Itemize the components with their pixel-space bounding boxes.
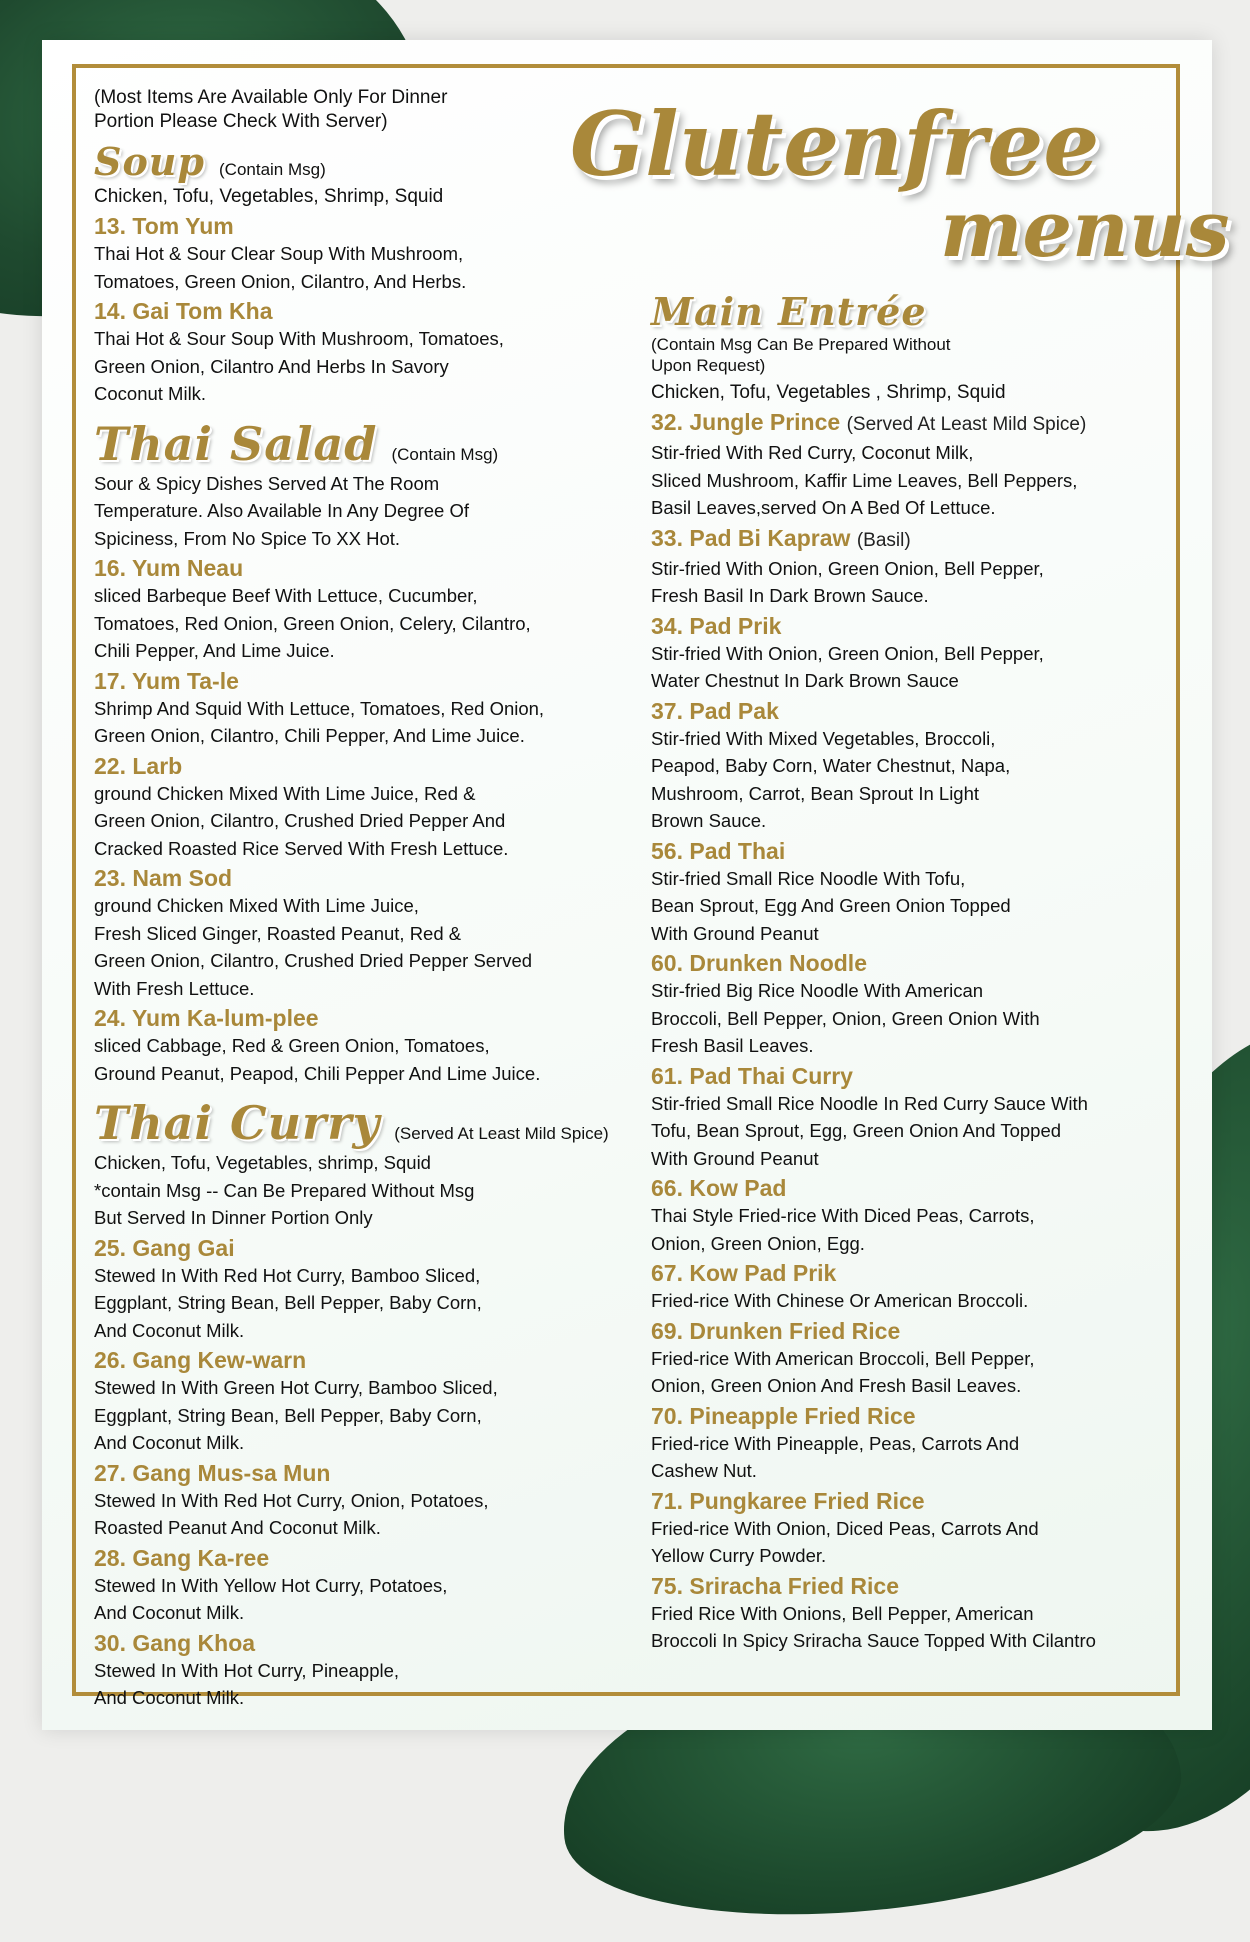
menu-item-description: Fried-rice With Onion, Diced Peas, Carrots And Yellow Curry Powder. <box>651 1517 1039 1566</box>
menu-item-title <box>651 697 1176 725</box>
menu-item <box>651 1487 1176 1570</box>
menu-item-note: (Basil) <box>856 529 911 551</box>
menu-item <box>651 524 1176 610</box>
headline-line2: menus <box>940 184 1230 275</box>
menu-item-name: 28. Gang Ka-ree <box>94 1544 270 1571</box>
menu-item-description: Stewed In With Green Hot Curry, Bamboo Sliced, Eggplant, String Bean, Bell Pepper, Baby Corn, And Coconut Milk. <box>94 1377 498 1453</box>
menu-item-name: 70. Pineapple Fried Rice <box>651 1402 916 1429</box>
section-soup-header <box>94 140 634 184</box>
menu-item-name: 30. Gang Khoa <box>94 1629 256 1656</box>
menu-item <box>94 864 634 1002</box>
menu-item-name: 66. Kow Pad <box>651 1175 787 1201</box>
section-curry-header <box>94 1097 634 1149</box>
menu-item-description: Stir-fried With Onion, Green Onion, Bell Pepper, Fresh Basil In Dark Brown Sauce. <box>651 557 1044 606</box>
menu-item-description: Stewed In With Red Hot Curry, Onion, Potatoes, Roasted Peanut And Coconut Milk. <box>94 1489 489 1538</box>
menu-item-title <box>94 554 634 582</box>
menu-item-title <box>651 1174 1176 1202</box>
menu-item-title <box>94 1544 634 1572</box>
menu-item-title <box>651 1259 1176 1287</box>
menu-item-name: 37. Pad Pak <box>651 697 779 724</box>
menu-item-description: ground Chicken Mixed With Lime Juice, Red & Green Onion, Cilantro, Crushed Dried Pepper And Cracked Roasted Rice Served With Fresh Lettuce. <box>94 782 509 859</box>
section-note: (Contain Msg) <box>391 444 499 464</box>
menu-item-title <box>94 1459 634 1487</box>
menu-item-name: 56. Pad Thai <box>651 837 786 864</box>
menu-item-name: 16. Yum Neau <box>94 555 244 581</box>
menu-item-name: 27. Gang Mus-sa Mun <box>94 1459 331 1486</box>
menu-item-description: Stir-fried Small Rice Noodle With Tofu, Bean Sprout, Egg And Green Onion Topped With Ground Peanut <box>651 867 1011 944</box>
menu-item-title <box>94 212 634 240</box>
section-note: (Served At Least Mild Spice) <box>394 1124 609 1143</box>
proteins-line: Chicken, Tofu, Vegetables , Shrimp, Squid <box>651 382 1006 403</box>
menu-item-name: 69. Drunken Fried Rice <box>651 1317 901 1344</box>
menu-item-name: 23. Nam Sod <box>94 865 233 891</box>
menu-item-title <box>94 864 634 892</box>
menu-item-name: 75. Sriracha Fried Rice <box>651 1572 900 1599</box>
menu-item-name: 14. Gai Tom Kha <box>94 298 273 324</box>
menu-item-title <box>94 1346 634 1374</box>
left-column <box>94 86 634 1712</box>
headline <box>570 92 1230 292</box>
menu-item-description: Fried-rice With American Broccoli, Bell Pepper, Onion, Green Onion And Fresh Basil Leaves. <box>651 1347 1035 1396</box>
soup-items <box>94 212 634 408</box>
menu-item-description: Stir-fried With Onion, Green Onion, Bell Pepper, Water Chestnut In Dark Brown Sauce <box>651 642 1044 691</box>
menu-item <box>651 1402 1176 1485</box>
headline-line1: Glutenfree <box>570 92 1100 196</box>
menu-item-title <box>651 1402 1176 1430</box>
menu-item-title <box>651 612 1176 640</box>
menu-item <box>651 408 1176 522</box>
menu-item <box>94 1544 634 1627</box>
menu-item-description: Fried Rice With Onions, Bell Pepper, American Broccoli In Spicy Sriracha Sauce Topped With Cilantro <box>651 1602 1096 1651</box>
menu-item <box>94 212 634 295</box>
menu-item-title <box>94 297 634 325</box>
menu-item-description: Stewed In With Red Hot Curry, Bamboo Sliced, Eggplant, String Bean, Bell Pepper, Baby Corn, And Coconut Milk. <box>94 1264 482 1341</box>
menu-item-title <box>94 1004 634 1032</box>
menu-item <box>94 752 634 863</box>
right-column <box>651 290 1176 1655</box>
menu-item-title <box>651 1572 1176 1600</box>
menu-item <box>94 1629 634 1712</box>
menu-item-name: 17. Yum Ta-le <box>94 667 239 694</box>
menu-item-description: Stir-fried Small Rice Noodle In Red Curry Sauce With Tofu, Bean Sprout, Egg, Green Onion And Topped With Ground Peanut <box>651 1092 1088 1169</box>
menu-item-name: 34. Pad Prik <box>651 612 782 639</box>
menu-item-description: Thai Style Fried-rice With Diced Peas, Carrots, Onion, Green Onion, Egg. <box>651 1205 1035 1254</box>
menu-item-description: Stewed In With Hot Curry, Pineapple, And Coconut Milk. <box>94 1659 400 1708</box>
section-salad-header <box>94 418 634 470</box>
menu-item-note: (Served At Least Mild Spice) <box>846 414 1087 435</box>
menu-item-name: 25. Gang Gai <box>94 1234 235 1261</box>
menu-item-title <box>94 667 634 695</box>
menu-item-name: 61. Pad Thai Curry <box>651 1062 853 1089</box>
menu-item <box>94 1004 634 1087</box>
intro-note: (Most Items Are Available Only For Dinner Portion Please Check With Server) <box>94 87 448 132</box>
menu-item-name: 67. Kow Pad Prik <box>651 1260 837 1286</box>
menu-item <box>651 612 1176 695</box>
proteins-line: Chicken, Tofu, Vegetables, Shrimp, Squid <box>94 186 444 207</box>
menu-item-name: 60. Drunken Noodle <box>651 950 867 976</box>
menu-item <box>651 1259 1176 1315</box>
menu-item <box>651 697 1176 835</box>
menu-item-name: 32. Jungle Prince <box>651 409 841 435</box>
menu-item-description: Stir-fried Big Rice Noodle With American Broccoli, Bell Pepper, Onion, Green Onion With Fresh Basil Leaves. <box>651 980 1040 1056</box>
menu-item-name: 33. Pad Bi Kapraw <box>651 524 851 551</box>
section-title: Thai Salad <box>94 416 378 471</box>
salad-items <box>94 554 634 1087</box>
menu-item-description: Thai Hot & Sour Soup With Mushroom, Tomatoes, Green Onion, Cilantro And Herbs In Savory Coconut Milk. <box>94 328 504 404</box>
menu-item <box>651 949 1176 1060</box>
menu-item-description: Stir-fried With Red Curry, Coconut Milk, Sliced Mushroom, Kaffir Lime Leaves, Bell Peppers, Basil Leaves,served On A Bed Of Lettuce. <box>651 442 1078 518</box>
menu-item-title <box>651 408 1176 439</box>
menu-item-title <box>94 1234 634 1262</box>
menu-item <box>651 1174 1176 1257</box>
menu-item-description: Shrimp And Squid With Lettuce, Tomatoes, Red Onion, Green Onion, Cilantro, Chili Pepper, And Lime Juice. <box>94 697 545 746</box>
curry-intro: Chicken, Tofu, Vegetables, shrimp, Squid *contain Msg -- Can Be Prepared Without Msg But Served In Dinner Portion Only <box>94 1152 475 1228</box>
section-note: (Contain Msg) <box>219 160 326 179</box>
menu-item-title <box>651 837 1176 865</box>
menu-item-name: 22. Larb <box>94 752 183 779</box>
menu-item-title <box>651 1317 1176 1345</box>
menu-item <box>94 1346 634 1457</box>
menu-item-title <box>651 524 1176 555</box>
curry-items <box>94 1234 634 1712</box>
menu-item <box>651 1062 1176 1173</box>
menu-item-description: Stir-fried With Mixed Vegetables, Broccoli, Peapod, Baby Corn, Water Chestnut, Napa, Mushroom, Carrot, Bean Sprout In Light Brown Sauce. <box>651 727 1011 831</box>
menu-item-name: 71. Pungkaree Fried Rice <box>651 1487 925 1514</box>
menu-item-description: ground Chicken Mixed With Lime Juice, Fresh Sliced Ginger, Roasted Peanut, Red & Green Onion, Cilantro, Crushed Dried Pepper Served With Fresh Lettuce. <box>94 895 533 999</box>
menu-item <box>94 1459 634 1542</box>
section-entree-title: Main Entrée <box>651 289 927 334</box>
menu-item <box>651 837 1176 948</box>
menu-item-description: sliced Barbeque Beef With Lettuce, Cucumber, Tomatoes, Red Onion, Green Onion, Celery, Cilantro, Chili Pepper, And Lime Juice. <box>94 585 531 661</box>
section-entree-note: (Contain Msg Can Be Prepared Without Upon Request) <box>651 335 951 375</box>
menu-item-description: Stewed In With Yellow Hot Curry, Potatoes, And Coconut Milk. <box>94 1574 448 1623</box>
menu-item-name: 26. Gang Kew-warn <box>94 1347 307 1373</box>
entree-items <box>651 408 1176 1655</box>
menu-item-description: Thai Hot & Sour Clear Soup With Mushroom, Tomatoes, Green Onion, Cilantro, And Herbs. <box>94 243 467 292</box>
menu-item-title <box>651 1062 1176 1090</box>
menu-item-name: 13. Tom Yum <box>94 213 234 239</box>
menu-item-description: Fried-rice With Pineapple, Peas, Carrots And Cashew Nut. <box>651 1432 1020 1481</box>
menu-item-title <box>94 1629 634 1657</box>
menu-item <box>94 297 634 408</box>
section-title: Soup <box>94 139 205 184</box>
menu-item <box>94 1234 634 1345</box>
section-title: Thai Curry <box>94 1096 381 1150</box>
menu-item <box>94 667 634 750</box>
menu-item-description: sliced Cabbage, Red & Green Onion, Tomatoes, Ground Peanut, Peapod, Chili Pepper And Lime Juice. <box>94 1035 541 1084</box>
menu-item-title <box>651 949 1176 977</box>
salad-intro: Sour & Spicy Dishes Served At The Room Temperature. Also Available In Any Degree Of Spiciness, From No Spice To XX Hot. <box>94 472 470 549</box>
menu-item-title <box>651 1487 1176 1515</box>
menu-item-name: 24. Yum Ka-lum-plee <box>94 1005 319 1031</box>
menu-item <box>651 1317 1176 1400</box>
menu-item-title <box>94 752 634 780</box>
menu-item <box>651 1572 1176 1655</box>
menu-item <box>94 554 634 665</box>
menu-item-description: Fried-rice With Chinese Or American Broccoli. <box>651 1290 1029 1311</box>
